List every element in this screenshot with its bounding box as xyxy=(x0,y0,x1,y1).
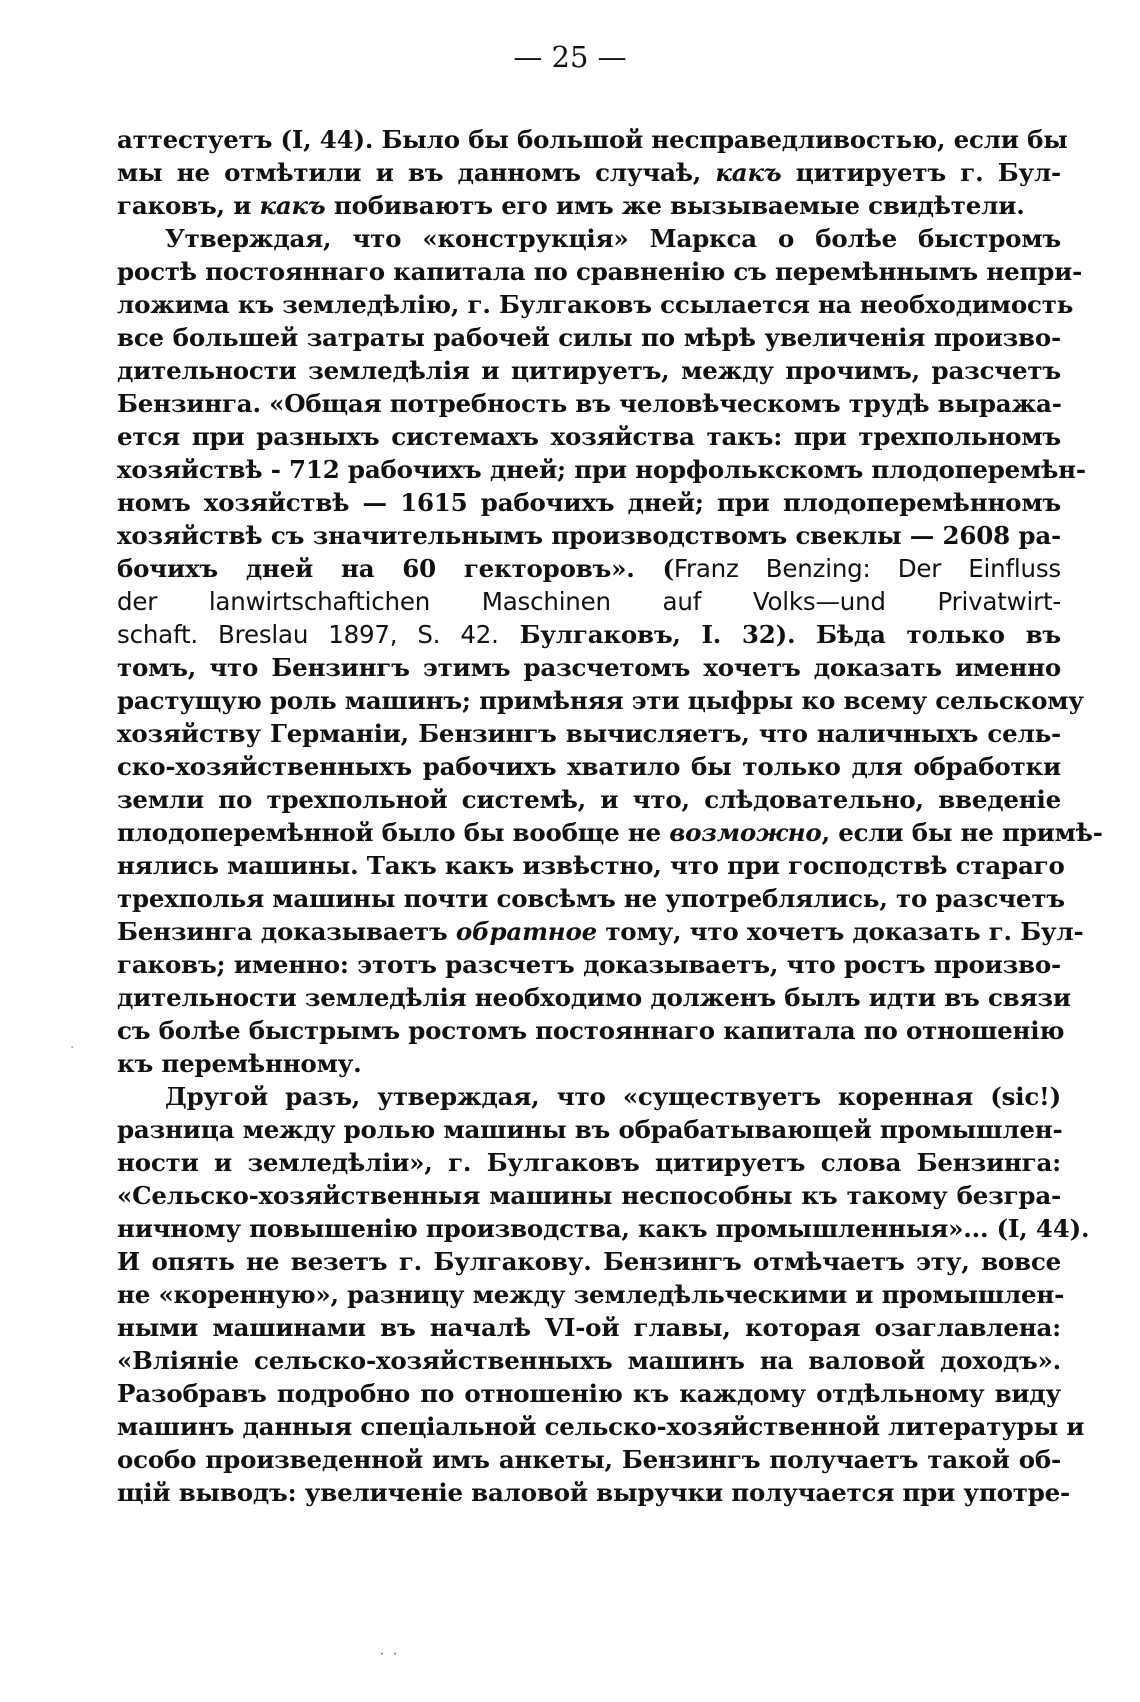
text-line xyxy=(117,915,1084,948)
text-line xyxy=(117,1047,1061,1080)
text-line xyxy=(117,1245,1061,1278)
text-segment: Franz Benzing: Der Einfluss xyxy=(673,554,1061,583)
text-segment: тому, что хочетъ доказать г. Бул- xyxy=(597,917,1084,946)
text-line xyxy=(117,1410,1085,1443)
text-segment: побиваютъ его имъ же вызываемые свидѣтели. xyxy=(325,191,1025,220)
text-line xyxy=(117,156,1061,189)
text-line xyxy=(117,1014,1065,1047)
text-line xyxy=(117,486,1061,519)
text-line xyxy=(117,1278,1065,1311)
text-line xyxy=(117,1476,1071,1509)
text-line xyxy=(117,354,1061,387)
text-segment: ско-хозяйственныхъ рабочихъ хватило бы только для обработки xyxy=(117,752,1061,781)
text-line xyxy=(117,684,1084,717)
text-line xyxy=(117,519,1061,552)
text-segment: бочихъ дней на 60 гекторовъ». ( xyxy=(117,554,674,583)
text-segment: цитируетъ г. Бул- xyxy=(781,158,1061,187)
text-segment: гаковъ, и xyxy=(117,191,260,220)
text-segment: хозяйству Германіи, Бензингъ вычисляетъ, что наличныхъ сель- xyxy=(117,719,1061,748)
text-segment: der lanwirtschaftichen Maschinen auf Volks—und Privatwirt- xyxy=(117,587,1061,616)
scan-speck: ˙ ˙ xyxy=(378,1650,400,1669)
text-segment: аттестуетъ (I, 44). Было бы большой несправедливостью, если бы xyxy=(117,125,1068,154)
text-line xyxy=(117,1113,1061,1146)
text-segment: ется при разныхъ системахъ хозяйства такъ: при трехпольномъ xyxy=(117,422,1061,451)
text-segment: плодоперемѣнной было бы вообще не xyxy=(117,818,670,847)
text-line xyxy=(117,618,1061,651)
text-segment: номъ хозяйствѣ — 1615 рабочихъ дней; при плодоперемѣнномъ xyxy=(117,488,1061,517)
text-segment: ростѣ постояннаго капитала по сравненію съ перемѣннымъ непри- xyxy=(117,257,1083,286)
text-segment: Другой разъ, утверждая, что «существуетъ коренная (sic!) xyxy=(165,1082,1061,1111)
text-line xyxy=(117,882,1065,915)
text-line xyxy=(117,783,1061,816)
text-segment: хозяйствѣ съ значительнымъ производствомъ свеклы — 2608 ра- xyxy=(117,521,1061,550)
text-segment: нялись машины. Такъ какъ извѣстно, что при господствѣ стараго xyxy=(117,851,1065,880)
text-segment: къ перемѣнному. xyxy=(117,1049,362,1078)
text-line xyxy=(117,189,1061,222)
text-segment: щій выводъ: увеличеніе валовой выручки получается при употре- xyxy=(117,1478,1071,1507)
text-segment: Булгаковъ, I. 32). Бѣда только въ xyxy=(498,620,1061,649)
text-segment: съ болѣе быстрымъ ростомъ постояннаго капитала по отношенію xyxy=(117,1016,1065,1045)
text-segment: Утверждая, что «конструкція» Маркса о болѣе быстромъ xyxy=(165,224,1061,253)
text-line xyxy=(117,1212,1090,1245)
text-segment: мы не отмѣтили и въ данномъ случаѣ, xyxy=(117,158,716,187)
text-segment: дительности земледѣлія необходимо долженъ былъ идти въ связи xyxy=(117,983,1071,1012)
text-segment: все большей затраты рабочей силы по мѣрѣ увеличенія произво- xyxy=(117,323,1061,352)
text-line xyxy=(117,1179,1061,1212)
text-line xyxy=(117,651,1061,684)
text-line xyxy=(117,288,1074,321)
text-segment: томъ, что Бензингъ этимъ разсчетомъ хочетъ доказать именно xyxy=(117,653,1061,682)
text-segment: особо произведенной имъ анкеты, Бензингъ получаетъ такой об- xyxy=(117,1445,1061,1474)
text-line xyxy=(117,123,1068,156)
text-line xyxy=(117,321,1061,354)
text-line xyxy=(117,750,1061,783)
text-segment: ности и земледѣліи», г. Булгаковъ цитируетъ слова Бензинга: xyxy=(117,1148,1061,1177)
text-segment: не «коренную», разницу между земледѣльческими и промышлен- xyxy=(117,1280,1065,1309)
text-line xyxy=(117,981,1071,1014)
text-segment: schaft. Breslau 1897, S. 42. xyxy=(117,620,499,649)
text-line xyxy=(117,717,1061,750)
text-line xyxy=(117,1344,1061,1377)
text-segment: машинъ данныя спеціальной сельско-хозяйственной литературы и xyxy=(117,1412,1085,1441)
text-segment: разница между ролью машины въ обрабатывающей промышлен- xyxy=(117,1115,1063,1144)
emphasis-text: обратное xyxy=(455,917,597,946)
emphasis-text: возможно xyxy=(669,818,822,847)
page-number: — 25 — xyxy=(513,40,627,74)
text-line xyxy=(117,585,1061,618)
emphasis-text: какъ xyxy=(259,191,326,220)
text-segment: ными машинами въ началѣ VI-ой главы, которая озаглавлена: xyxy=(117,1313,1061,1342)
body-text xyxy=(117,123,1103,1509)
text-line xyxy=(117,453,1086,486)
text-segment: Бензинга. «Общая потребность въ человѣческомъ трудѣ выража- xyxy=(117,389,1062,418)
text-line xyxy=(117,552,1061,585)
text-line xyxy=(117,849,1065,882)
text-segment: Бензинга доказываетъ xyxy=(117,917,456,946)
text-segment: Разобравъ подробно по отношенію къ каждому отдѣльному виду xyxy=(117,1379,1061,1408)
text-segment: дительности земледѣлія и цитируетъ, между прочимъ, разсчетъ xyxy=(117,356,1061,385)
text-segment: ничному повышенію производства, какъ промышленныя»... (I, 44). xyxy=(117,1214,1090,1243)
text-line xyxy=(117,1311,1061,1344)
margin-mark: · xyxy=(70,1040,75,1056)
text-segment: ложима къ земледѣлію, г. Булгаковъ ссылается на необходимость xyxy=(117,290,1074,319)
text-line xyxy=(117,1443,1061,1476)
text-segment: , если бы не примѣ- xyxy=(821,818,1103,847)
text-line xyxy=(117,222,1061,255)
text-segment: И опять не везетъ г. Булгакову. Бензингъ отмѣчаетъ эту, вовсе xyxy=(117,1247,1061,1276)
text-line xyxy=(117,816,1103,849)
text-segment: «Вліяніе сельско-хозяйственныхъ машинъ на валовой доходъ». xyxy=(117,1346,1061,1375)
emphasis-text: какъ xyxy=(715,158,782,187)
text-line xyxy=(117,387,1061,420)
text-segment: «Сельско-хозяйственныя машины неспособны къ такому безгра- xyxy=(117,1181,1061,1210)
text-segment: земли по трехпольной системѣ, и что, слѣдовательно, введеніе xyxy=(117,785,1061,814)
text-line xyxy=(117,420,1061,453)
text-segment: трехполья машины почти совсѣмъ не употреблялись, то разсчетъ xyxy=(117,884,1065,913)
text-line xyxy=(117,1377,1061,1410)
text-line xyxy=(117,948,1061,981)
text-segment: гаковъ; именно: этотъ разсчетъ доказываетъ, что ростъ произво- xyxy=(117,950,1061,979)
text-segment: хозяйствѣ - 712 рабочихъ дней; при норфолькскомъ плодоперемѣн- xyxy=(117,455,1086,484)
text-segment: растущую роль машинъ; примѣняя эти цыфры ко всему сельскому xyxy=(117,686,1084,715)
text-line xyxy=(117,1146,1061,1179)
text-line xyxy=(117,255,1083,288)
text-line xyxy=(117,1080,1061,1113)
